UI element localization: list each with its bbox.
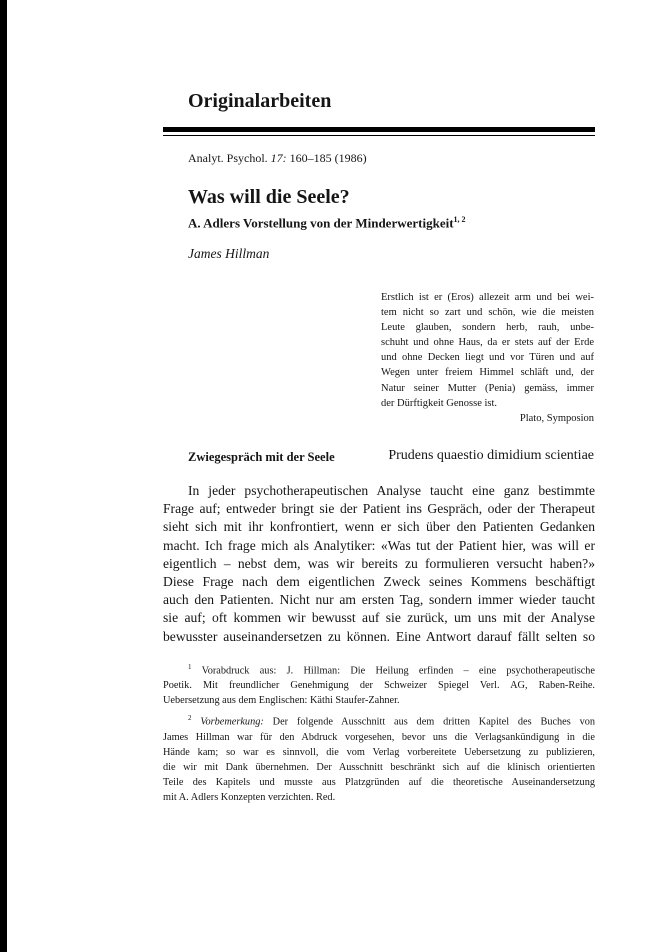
footnote-1-marker: 1 <box>188 663 192 671</box>
footnote-2-line: mit A. Adlers Konzepten verzichten. Red. <box>163 791 336 803</box>
header-rule-thin <box>163 135 595 136</box>
epigraph-line: Wegen unter freiem Himmel schläft und, der <box>381 367 594 379</box>
section-heading: Originalarbeiten <box>188 90 332 112</box>
body-text <box>163 482 595 646</box>
epigraph-line: Leute glauben, sondern herb, rauh, unbe- <box>381 322 594 334</box>
section-motto: Prudens quaestio dimidium scientiae <box>388 448 594 463</box>
citation-pages-year: 160–185 (1986) <box>289 151 367 165</box>
footnote-1-text: Vorabdruck aus: J. Hillman: Die Heilung erfinden – eine psychotherapeutische <box>201 665 595 677</box>
footnote-2-line <box>163 711 595 729</box>
citation-volume: 17: <box>270 151 287 165</box>
epigraph-line: tem nicht so zart und schön, wie die meisten <box>381 307 594 319</box>
body-line: sie auf; oft kommen wir bewusst auf sie zurück, um uns mit der Analyse <box>163 610 595 626</box>
article-author: James Hillman <box>188 246 270 261</box>
footnote-1-line: Poetik. Mit freundlicher Genehmigung der Schweizer Spiegel Verl. AG, Raben-Reihe. <box>163 680 595 692</box>
footnote-2 <box>163 711 595 804</box>
footnote-2-line: die wir mit Dank übernehmen. Der Ausschnitt beschränkt sich auf die klinisch orientierten <box>163 761 595 773</box>
footnote-2-line: Teile des Kapitels und musste aus Platzgründen auf die theoretische Auseinandersetzung <box>163 776 595 788</box>
journal-citation <box>188 151 367 166</box>
footnote-2-line: James Hillman war für den Abdruck vorgesehen, bevor uns die Verlagsankündigung in die <box>163 731 595 743</box>
citation-journal: Analyt. Psychol. <box>188 151 268 165</box>
article-subtitle <box>188 215 466 231</box>
body-line: bewusster auseinandersetzen zu können. Eine Antwort darauf fällt selten so <box>163 628 595 644</box>
body-line: Frage auf; entweder bringt sie der Patient ins Gespräch, oder der Therapeut <box>163 501 595 517</box>
epigraph-line: der Dürftigkeit Genosse ist. <box>381 397 498 409</box>
body-line: macht. Ich frage mich als Analytiker: «Was tut der Patient hier, was will er <box>163 537 595 553</box>
footnote-2-line: Hände kam; so war es sinnvoll, die vom Verlag vorbereitete Uebersetzung zu publizieren, <box>163 746 595 758</box>
epigraph-line: schuht und ohne Haus, da er stets auf der Erde <box>381 337 594 349</box>
body-line: Diese Frage nach dem eigentlichen Zweck seines Kommens beschäftigt <box>163 574 595 590</box>
epigraph-source: Plato, Symposion <box>519 412 594 424</box>
article-title: Was will die Seele? <box>188 186 350 208</box>
article-subtitle-text: A. Adlers Vorstellung von der Minderwertigkeit <box>188 215 454 231</box>
footnote-2-label: Vorbemerkung: <box>200 716 264 728</box>
body-line: sieht sich mit ihr konfrontiert, wenn er sich über den Patienten Gedanken <box>163 519 595 535</box>
footnote-2-marker: 2 <box>188 714 192 723</box>
section-subheading: Zwiegespräch mit der Seele <box>188 450 335 464</box>
header-rule-thick <box>163 127 595 132</box>
footnote-refs: 1, 2 <box>453 215 466 224</box>
epigraph-line: Erstlich ist er (Eros) allezeit arm und bei wei- <box>381 292 594 303</box>
footnote-1-line <box>163 660 595 678</box>
epigraph-line: Natur seiner Mutter (Penia) gemäss, immer <box>381 382 594 394</box>
body-line: auch den Patienten. Nicht nur am ersten Tag, sondern immer wieder taucht <box>163 592 595 608</box>
epigraph-line: und ohne Decken liegt und vor Türen und auf <box>381 352 594 364</box>
epigraph <box>381 290 594 426</box>
body-line: In jeder psychotherapeutischen Analyse taucht eine ganz bestimmte <box>188 483 595 498</box>
footnote-2-text: Der folgende Ausschnitt aus dem dritten Kapitel des Buches von <box>272 716 596 728</box>
body-line: eigentlich – nebst dem, was wir bereits zu formulieren versucht haben?» <box>163 555 595 571</box>
footnote-1-line: Uebersetzung aus dem Englischen: Käthi Staufer-Zahner. <box>163 695 400 707</box>
footnotes <box>163 660 595 805</box>
